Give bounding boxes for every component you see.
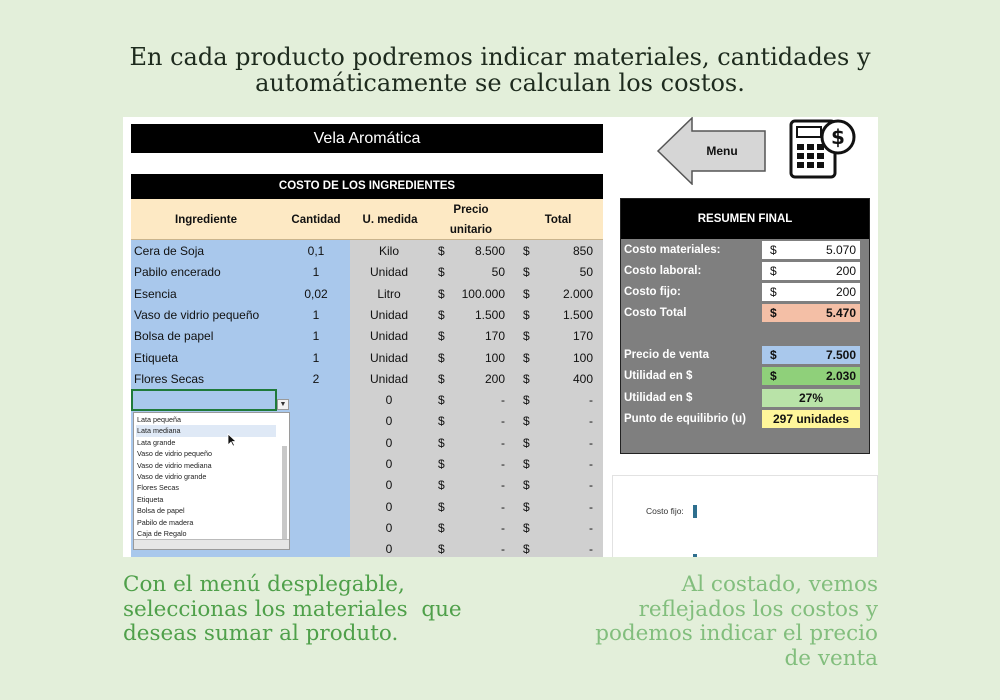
- ingredient-unit: Kilo: [378, 244, 399, 258]
- ingredient-unit-price: -: [501, 478, 505, 493]
- currency-symbol: $: [770, 306, 777, 320]
- currency-symbol: $: [523, 414, 530, 429]
- table-row[interactable]: [131, 326, 603, 347]
- ingredient-select-cell[interactable]: [131, 389, 277, 411]
- table-row[interactable]: [131, 369, 603, 390]
- currency-symbol: $: [770, 369, 777, 383]
- table-row[interactable]: [131, 262, 603, 283]
- currency-symbol: $: [438, 457, 445, 471]
- resumen-label: Utilidad en $: [624, 370, 693, 382]
- table-row[interactable]: [131, 348, 603, 369]
- currency-symbol: $: [438, 244, 445, 258]
- caption-left-line-1: Con el menú desplegable,: [123, 572, 405, 597]
- resumen-label: Costo materiales:: [624, 244, 721, 256]
- ingredient-total: -: [589, 520, 593, 535]
- headline-line-2: automáticamente se calculan los costos.: [255, 69, 745, 97]
- currency-symbol: $: [438, 499, 445, 514]
- resumen-value: 5.470: [825, 306, 856, 320]
- ingredient-unit-price: 100: [484, 350, 505, 365]
- ingredient-total: -: [589, 457, 593, 471]
- caption-left-line-3: deseas sumar al produto.: [123, 621, 399, 646]
- dropdown-option[interactable]: Vaso de vidrio grande: [137, 472, 207, 481]
- ingredient-total: 2.000: [562, 286, 593, 301]
- resumen-label: Costo laboral:: [624, 265, 702, 277]
- ingredient-unit-price: -: [501, 542, 505, 557]
- ingredient-unit: Litro: [377, 286, 401, 301]
- ingredient-name: Etiqueta: [134, 350, 179, 365]
- ingredient-total: -: [589, 414, 593, 429]
- caption-right-line-4: de venta: [784, 645, 878, 671]
- resumen-value: 5.070: [825, 243, 856, 257]
- resumen-row: [621, 409, 869, 429]
- ingredient-unit: 0: [385, 457, 393, 471]
- ingredient-unit-price: -: [501, 499, 505, 514]
- ingredient-name: Vaso de vidrio pequeño: [134, 307, 260, 322]
- spreadsheet-screenshot: [123, 117, 878, 557]
- resumen-row: [621, 303, 869, 323]
- chart-label-costo-fijo: Costo fijo:: [646, 506, 684, 516]
- ingredient-unit: 0: [385, 435, 393, 450]
- caption-left: [123, 573, 523, 647]
- currency-symbol: $: [438, 435, 445, 450]
- currency-symbol: $: [438, 329, 445, 344]
- col-precio-unitario: [429, 199, 513, 240]
- col-cantidad: Cantidad: [291, 213, 341, 226]
- ingredient-total: -: [589, 478, 593, 493]
- headline-line-1: En cada producto podremos indicar materiales, cantidades y: [129, 43, 871, 71]
- table-row[interactable]: [131, 305, 603, 326]
- dropdown-option[interactable]: Vaso de vidrio mediana: [137, 460, 212, 470]
- ingredient-unit-price: -: [501, 414, 505, 429]
- ingredient-quantity: 1: [312, 265, 320, 280]
- headline: [0, 44, 1000, 96]
- ingredient-total: 50: [579, 265, 593, 280]
- calculator-dollar-icon: [788, 117, 858, 181]
- caption-left-line-2: seleccionas los materiales que: [123, 596, 462, 622]
- ingredient-total: -: [589, 499, 593, 514]
- ingredient-quantity: 2: [312, 371, 320, 386]
- ingredients-column-headers: [131, 199, 603, 240]
- dropdown-option[interactable]: Pabilo de madera: [137, 517, 194, 527]
- table-row[interactable]: [131, 284, 603, 305]
- col-ingrediente: Ingrediente: [175, 213, 237, 226]
- caption-right-line-1: Al costado, vemos: [681, 572, 878, 597]
- resumen-label: Costo Total: [624, 307, 687, 319]
- ingredient-total: -: [589, 393, 593, 408]
- chart-bar-partial: [693, 554, 697, 557]
- ingredient-unit: 0: [385, 478, 393, 493]
- resumen-row: [621, 366, 869, 386]
- currency-symbol: $: [523, 307, 530, 322]
- dropdown-option[interactable]: Lata pequeña: [137, 415, 181, 424]
- ingredient-name: Esencia: [134, 286, 177, 301]
- resumen-value: 297 unidades: [772, 412, 850, 426]
- currency-symbol: $: [523, 478, 530, 493]
- ingredient-total: -: [589, 542, 593, 557]
- currency-symbol: $: [523, 520, 530, 535]
- ingredient-total: 100: [572, 350, 593, 365]
- resumen-value-cell: [762, 367, 860, 385]
- resumen-label: Costo fijo:: [624, 286, 681, 298]
- ingredient-unit-price: -: [501, 457, 505, 471]
- currency-symbol: $: [523, 244, 530, 258]
- ingredient-name: Bolsa de papel: [134, 329, 214, 344]
- resumen-value: 2.030: [825, 369, 856, 383]
- ingredient-unit: 0: [385, 414, 393, 429]
- resumen-value-cell: [762, 262, 860, 280]
- currency-symbol: $: [438, 393, 445, 408]
- resumen-value-cell: [762, 410, 860, 428]
- resumen-final-title: RESUMEN FINAL: [621, 199, 869, 239]
- currency-symbol: $: [770, 243, 777, 257]
- ingredient-quantity: 1: [312, 350, 320, 365]
- dropdown-option[interactable]: Flores Secas: [137, 483, 179, 493]
- ingredient-total: 400: [572, 371, 593, 386]
- ingredient-quantity: 0,02: [304, 286, 328, 301]
- caption-right-line-3: podemos indicar el precio: [595, 621, 878, 646]
- dropdown-resize-bar[interactable]: [134, 539, 289, 549]
- resumen-row: [621, 282, 869, 302]
- currency-symbol: $: [523, 393, 530, 408]
- ingredient-unit: Unidad: [369, 350, 409, 365]
- currency-symbol: $: [438, 350, 445, 365]
- resumen-final-panel: [620, 198, 870, 454]
- ingredient-total: 850: [572, 244, 593, 258]
- resumen-value-cell[interactable]: [762, 346, 860, 364]
- ingredient-unit: Unidad: [369, 329, 409, 344]
- currency-symbol: $: [523, 371, 530, 386]
- ingredient-unit-price: 100.000: [461, 286, 505, 301]
- currency-symbol: $: [438, 542, 445, 557]
- dropdown-option[interactable]: Bolsa de papel: [137, 506, 185, 516]
- resumen-label: Utilidad en $: [624, 392, 693, 404]
- resumen-value: 200: [835, 264, 856, 278]
- resumen-value-cell: [762, 304, 860, 322]
- ingredient-unit-price: 200: [484, 371, 505, 386]
- currency-symbol: $: [438, 478, 445, 493]
- currency-symbol: $: [523, 435, 530, 450]
- resumen-value: 7.500: [825, 348, 856, 362]
- ingredient-unit-price: 8.500: [474, 244, 505, 258]
- resumen-value: 27%: [798, 391, 824, 405]
- ingredient-unit: Unidad: [369, 307, 409, 322]
- ingredient-name: Flores Secas: [134, 371, 205, 386]
- dropdown-option[interactable]: Caja de Regalo: [137, 529, 187, 538]
- col-precio-line1: Precio: [453, 203, 489, 216]
- menu-button-label: Menu: [706, 144, 738, 158]
- cost-chart: [612, 475, 878, 557]
- resumen-row: [621, 345, 869, 365]
- currency-symbol: $: [438, 307, 445, 322]
- dropdown-option[interactable]: Lata grande: [137, 437, 176, 447]
- ingredient-name: Cera de Soja: [134, 244, 205, 258]
- currency-symbol: $: [523, 350, 530, 365]
- mouse-cursor-icon: [227, 433, 237, 447]
- ingredient-unit: Unidad: [369, 371, 409, 386]
- chart-bar-costo-fijo: [693, 505, 697, 518]
- dropdown-scrollbar[interactable]: [282, 446, 287, 541]
- resumen-value-cell: [762, 241, 860, 259]
- ingredient-unit: 0: [385, 542, 393, 557]
- resumen-row: [621, 261, 869, 281]
- currency-symbol: $: [770, 285, 777, 299]
- ingredient-unit: 0: [385, 520, 393, 535]
- resumen-value-cell: [762, 389, 860, 407]
- currency-symbol: $: [523, 265, 530, 280]
- currency-symbol: $: [770, 264, 777, 278]
- dropdown-option[interactable]: Lata mediana: [136, 425, 276, 436]
- dropdown-toggle-button[interactable]: ▼: [277, 399, 289, 410]
- ingredient-quantity: 1: [312, 329, 320, 344]
- dropdown-option[interactable]: Etiqueta: [137, 494, 164, 504]
- menu-button[interactable]: [656, 117, 768, 185]
- currency-symbol: $: [438, 265, 445, 280]
- caption-right: [518, 573, 878, 671]
- currency-symbol: $: [523, 329, 530, 344]
- svg-text:$: $: [831, 125, 845, 149]
- ingredients-section-title: COSTO DE LOS INGREDIENTES: [131, 174, 603, 199]
- resumen-label: Precio de venta: [624, 349, 710, 361]
- currency-symbol: $: [438, 286, 445, 301]
- currency-symbol: $: [438, 520, 445, 535]
- dropdown-option[interactable]: Vaso de vidrio pequeño: [137, 449, 212, 459]
- ingredient-unit-price: 170: [484, 329, 505, 344]
- ingredient-total: 1.500: [562, 307, 593, 322]
- currency-symbol: $: [523, 286, 530, 301]
- col-total: Total: [544, 213, 572, 226]
- currency-symbol: $: [438, 371, 445, 386]
- caption-right-line-2: reflejados los costos y: [638, 596, 878, 622]
- currency-symbol: $: [523, 499, 530, 514]
- resumen-label: Punto de equilibrio (u): [624, 413, 747, 425]
- ingredient-unit: 0: [385, 499, 393, 514]
- col-precio-line2: unitario: [449, 223, 493, 236]
- ingredient-total: -: [589, 435, 593, 450]
- currency-symbol: $: [523, 542, 530, 557]
- currency-symbol: $: [438, 414, 445, 429]
- ingredient-unit: 0: [385, 393, 393, 408]
- resumen-value-cell: [762, 283, 860, 301]
- ingredient-unit-price: 50: [491, 265, 505, 280]
- currency-symbol: $: [523, 457, 530, 471]
- ingredient-unit-price: -: [501, 520, 505, 535]
- ingredient-quantity: 1: [312, 307, 320, 322]
- ingredient-total: 170: [572, 329, 593, 344]
- table-row[interactable]: [131, 241, 603, 262]
- resumen-row: [621, 240, 869, 260]
- ingredient-unit-price: -: [501, 393, 505, 408]
- col-umedida: U. medida: [362, 213, 418, 226]
- ingredient-unit: Unidad: [369, 265, 409, 280]
- ingredient-quantity: 0,1: [307, 244, 325, 258]
- ingredient-dropdown-list[interactable]: [133, 412, 290, 550]
- ingredient-unit-price: 1.500: [474, 307, 505, 322]
- ingredient-unit-price: -: [501, 435, 505, 450]
- product-title: Vela Aromática: [131, 124, 603, 153]
- resumen-row: [621, 388, 869, 408]
- ingredient-name: Pabilo encerado: [134, 265, 221, 280]
- resumen-value: 200: [835, 285, 856, 299]
- currency-symbol: $: [770, 348, 777, 362]
